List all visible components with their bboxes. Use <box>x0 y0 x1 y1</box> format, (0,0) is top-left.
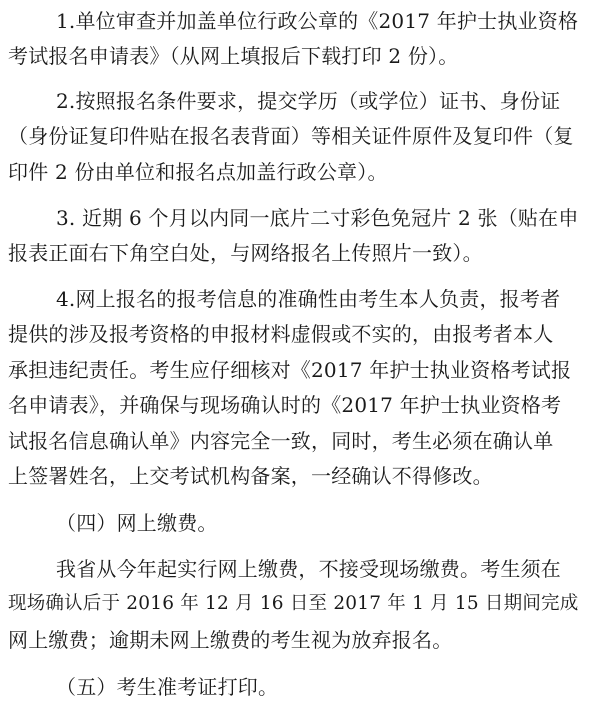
paragraph-line-4: （身份证复印件贴在报名表背面）等相关证件原件及复印件（复 <box>8 124 574 148</box>
paragraph-line-10: 承担违纪责任。考生应仔细核对《2017 年护士执业资格考试报 <box>8 358 572 382</box>
section-heading-5: （五）考生准考证打印。 <box>56 675 279 699</box>
paragraph-line-2: 考试报名申请表》（从网上填报后下载打印 2 份）。 <box>8 44 459 68</box>
paragraph-line-9: 提供的涉及报考资格的申报材料虚假或不实的，由报考者本人 <box>8 322 554 346</box>
paragraph-line-14: 我省从今年起实行网上缴费，不接受现场缴费。考生须在 <box>56 557 561 581</box>
paragraph-line-15: 现场确认后于 2016 年 12 月 16 日至 2017 年 1 月 15 日期间完成 <box>8 593 579 614</box>
section-heading-4: （四）网上缴费。 <box>56 511 218 535</box>
paragraph-line-6: 3. 近期 6 个月以内同一底片二寸彩色免冠片 2 张（贴在申 <box>56 206 579 230</box>
paragraph-line-3: 2.按照报名条件要求，提交学历（或学位）证书、身份证 <box>56 89 561 113</box>
paragraph-line-13: 上签署姓名，上交考试机构备案，一经确认不得修改。 <box>8 464 493 488</box>
paragraph-line-11: 名申请表》，并确保与现场确认时的《2017 年护士执业资格考 <box>8 393 562 417</box>
paragraph-line-16: 网上缴费；逾期未网上缴费的考生视为放弃报名。 <box>8 628 453 652</box>
paragraph-line-5: 印件 2 份由单位和报名点加盖行政公章）。 <box>8 160 388 184</box>
paragraph-line-12: 试报名信息确认单》内容完全一致，同时，考生必须在确认单 <box>8 429 554 453</box>
paragraph-line-8: 4.网上报名的报考信息的准确性由考生本人负责，报考者 <box>56 287 561 311</box>
paragraph-line-1: 1.单位审查并加盖单位行政公章的《2017 年护士执业资格 <box>56 9 579 33</box>
paragraph-line-7: 报表正面右下角空白处，与网络报名上传照片一致）。 <box>8 241 483 265</box>
